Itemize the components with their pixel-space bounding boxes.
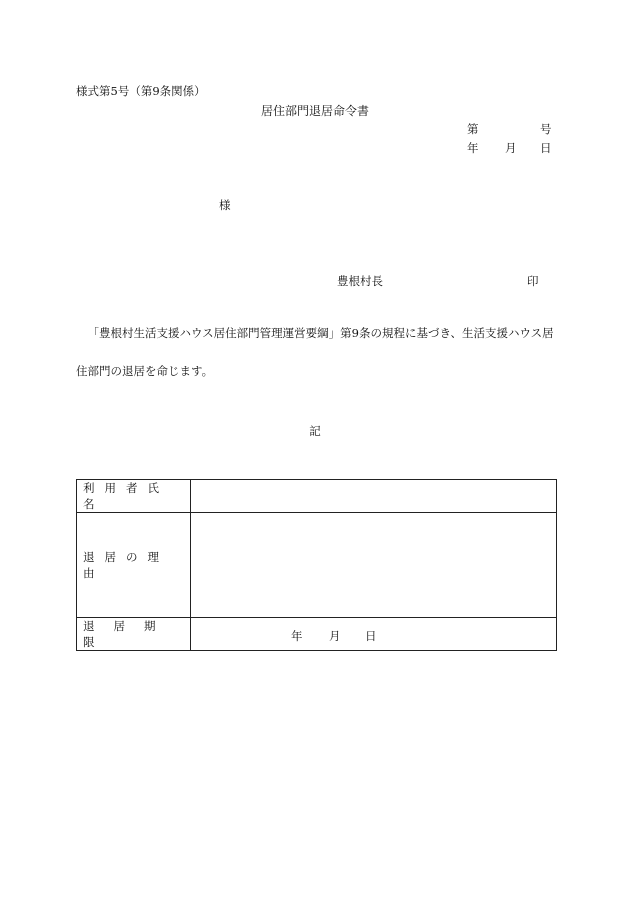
info-table <box>76 479 557 651</box>
doc-ref-go: 号 <box>540 122 552 136</box>
label-text: 利用者氏名 <box>83 481 169 511</box>
deadline-month: 月 <box>329 629 341 643</box>
field-deadline[interactable] <box>191 618 557 651</box>
field-reason[interactable] <box>191 513 557 618</box>
date-day: 日 <box>540 141 552 155</box>
field-user-name[interactable] <box>191 480 557 513</box>
table-row <box>77 513 557 618</box>
body-paragraph: 「豊根村生活支援ハウス居住部門管理運営要綱」第9条の規程に基づき、生活支援ハウス居住部門の退居を命じます。 <box>76 326 554 378</box>
label-deadline <box>77 618 191 651</box>
document-title: 居住部門退居命令書 <box>260 104 369 118</box>
label-reason <box>77 513 191 618</box>
deadline-year: 年 <box>291 629 303 643</box>
label-user-name <box>77 480 191 513</box>
form-number: 様式第5号（第9条関係） <box>76 84 206 98</box>
date-month: 月 <box>505 141 517 155</box>
seal-mark: 印 <box>527 274 539 288</box>
ki-heading: 記 <box>309 424 321 438</box>
label-text: 退居期限 <box>83 619 175 649</box>
table-row <box>77 480 557 513</box>
deadline-day: 日 <box>365 629 377 643</box>
date-year: 年 <box>467 141 479 155</box>
label-text: 退居の理由 <box>83 550 169 580</box>
issuer: 豊根村長 <box>337 274 383 288</box>
addressee-suffix: 様 <box>219 198 231 212</box>
doc-ref-dai: 第 <box>467 122 479 136</box>
table-row <box>77 618 557 651</box>
